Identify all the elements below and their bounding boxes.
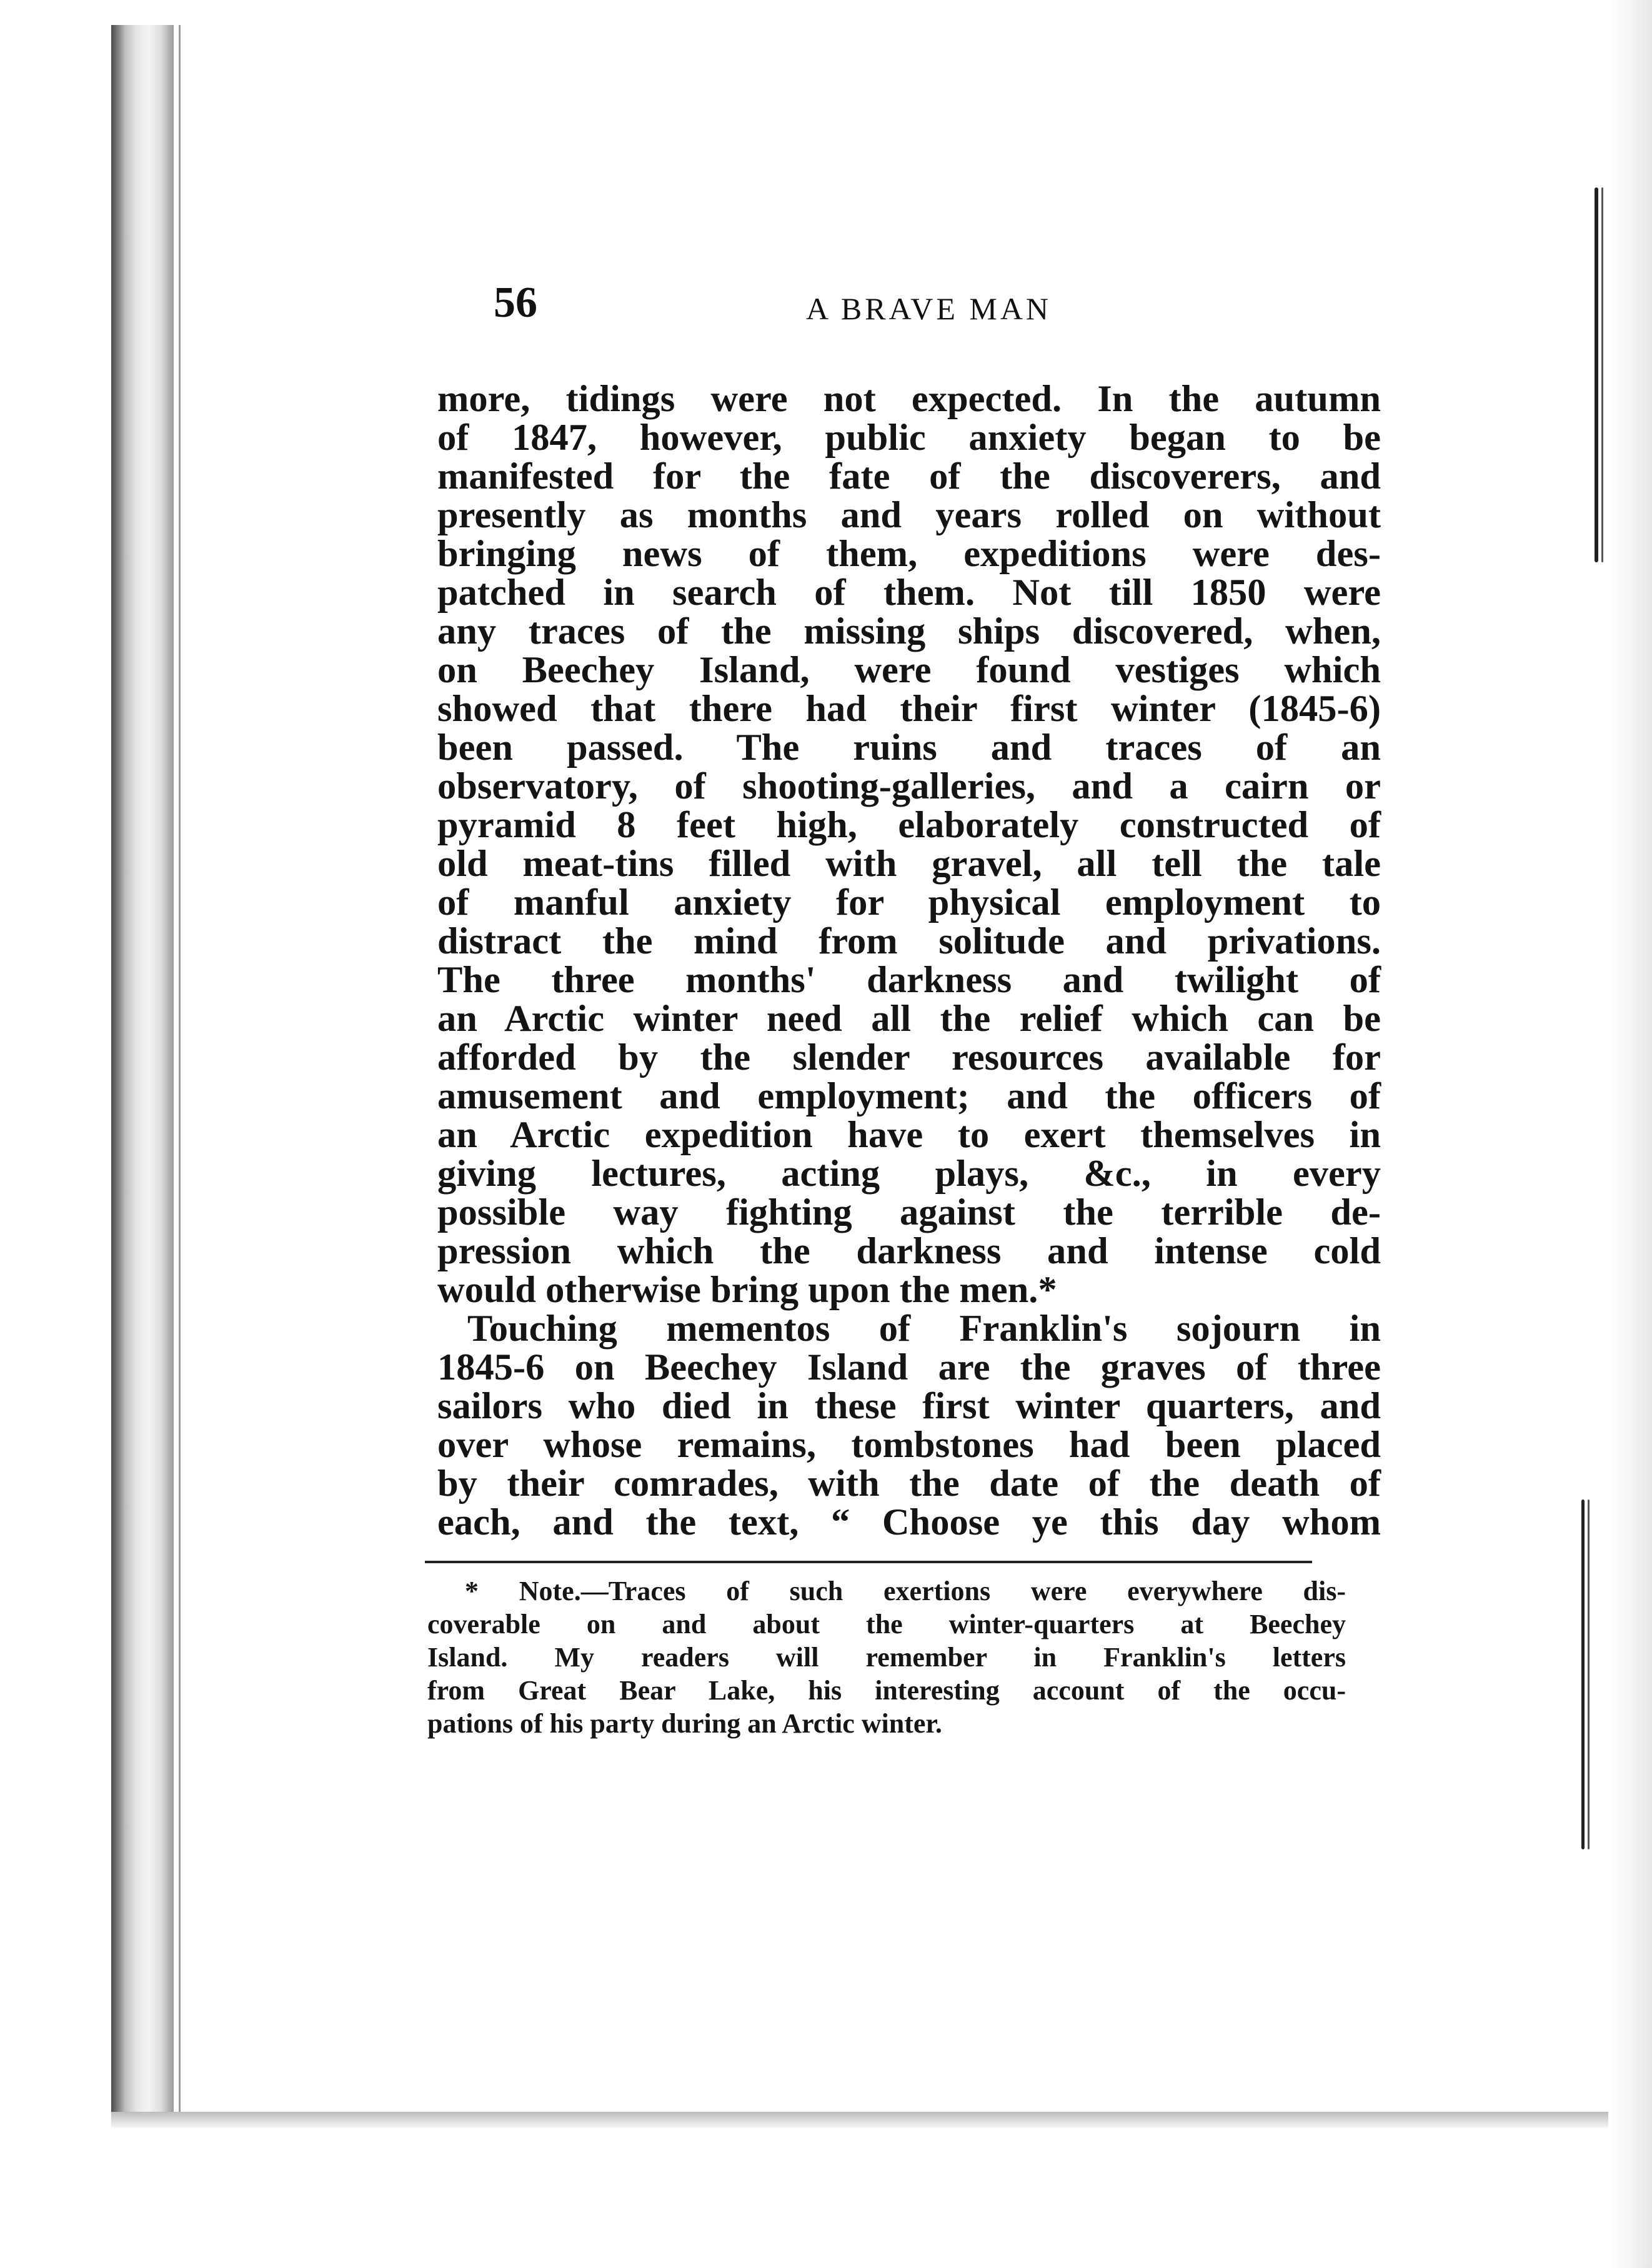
text-line: an Arctic winter need all the relief which can be (437, 998, 1381, 1040)
scan-edge-mark (1601, 187, 1603, 562)
text-line: pyramid 8 feet high, elaborately constructed of (437, 804, 1381, 846)
text-line: amusement and employment; and the officers of (437, 1075, 1381, 1117)
text-line: showed that there had their first winter (1845-6) (437, 688, 1381, 730)
footnote-line: Island. My readers will remember in Franklin's letters (427, 1642, 1346, 1673)
scan-edge-mark (1581, 1500, 1585, 1849)
text-line: an Arctic expedition have to exert themselves in (437, 1114, 1381, 1156)
running-title: A BRAVE MAN (806, 291, 1052, 326)
text-line: presently as months and years rolled on without (437, 494, 1381, 536)
text-line: giving lectures, acting plays, &c., in every (437, 1153, 1381, 1195)
text-line: pression which the darkness and intense cold (437, 1230, 1381, 1272)
text-line: been passed. The ruins and traces of an (437, 727, 1381, 768)
right-page-edge (1608, 0, 1652, 2268)
book-spine (111, 25, 174, 2118)
text-line: sailors who died in these first winter quarters, and (437, 1385, 1381, 1427)
text-line: possible way fighting against the terrible de- (437, 1191, 1381, 1233)
text-line: afforded by the slender resources available for (437, 1037, 1381, 1078)
page-number: 56 (494, 279, 537, 327)
footnote (427, 1574, 1346, 1740)
footnote-rule (425, 1561, 1312, 1563)
text-line: of manful anxiety for physical employment to (437, 882, 1381, 923)
text-line: Touching mementos of Franklin's sojourn in (467, 1308, 1381, 1350)
text-line: of 1847, however, public anxiety began to be (437, 417, 1381, 459)
text-line: patched in search of them. Not till 1850 were (437, 572, 1381, 614)
scan-edge-mark (1595, 187, 1598, 562)
text-line: bringing news of them, expeditions were des- (437, 533, 1381, 575)
running-head (437, 275, 1381, 344)
text-line: old meat-tins filled with gravel, all tell the tale (437, 843, 1381, 885)
book-page (427, 275, 1381, 1740)
text-line: would otherwise bring upon the men.* (437, 1269, 1057, 1311)
footnote-line: coverable on and about the winter-quarters at Beechey (427, 1609, 1346, 1639)
text-line: by their comrades, with the date of the death of (437, 1463, 1381, 1505)
book-binding (0, 0, 181, 2268)
text-line: distract the mind from solitude and privations. (437, 920, 1381, 962)
body-text (437, 380, 1381, 1542)
spine-edge-line (179, 25, 181, 2118)
footnote-line: * Note.—Traces of such exertions were everywhere dis- (465, 1576, 1346, 1606)
footnote-line: from Great Bear Lake, his interesting account of the occu- (427, 1675, 1346, 1706)
text-line: more, tidings were not expected. In the autumn (437, 378, 1381, 420)
text-line: 1845-6 on Beechey Island are the graves of three (437, 1346, 1381, 1388)
text-line: on Beechey Island, were found vestiges which (437, 649, 1381, 691)
text-line: each, and the text, “ Choose ye this day whom (437, 1501, 1381, 1543)
scan-edge-mark (1588, 1500, 1590, 1849)
text-line: The three months' darkness and twilight of (437, 959, 1381, 1001)
page-bottom-edge (111, 2112, 1642, 2128)
text-line: any traces of the missing ships discovered, when, (437, 610, 1381, 652)
footnote-line: pations of his party during an Arctic winter. (427, 1708, 942, 1739)
text-line: observatory, of shooting-galleries, and a cairn or (437, 765, 1381, 807)
text-line: over whose remains, tombstones had been placed (437, 1424, 1381, 1466)
text-line: manifested for the fate of the discoverers, and (437, 455, 1381, 497)
